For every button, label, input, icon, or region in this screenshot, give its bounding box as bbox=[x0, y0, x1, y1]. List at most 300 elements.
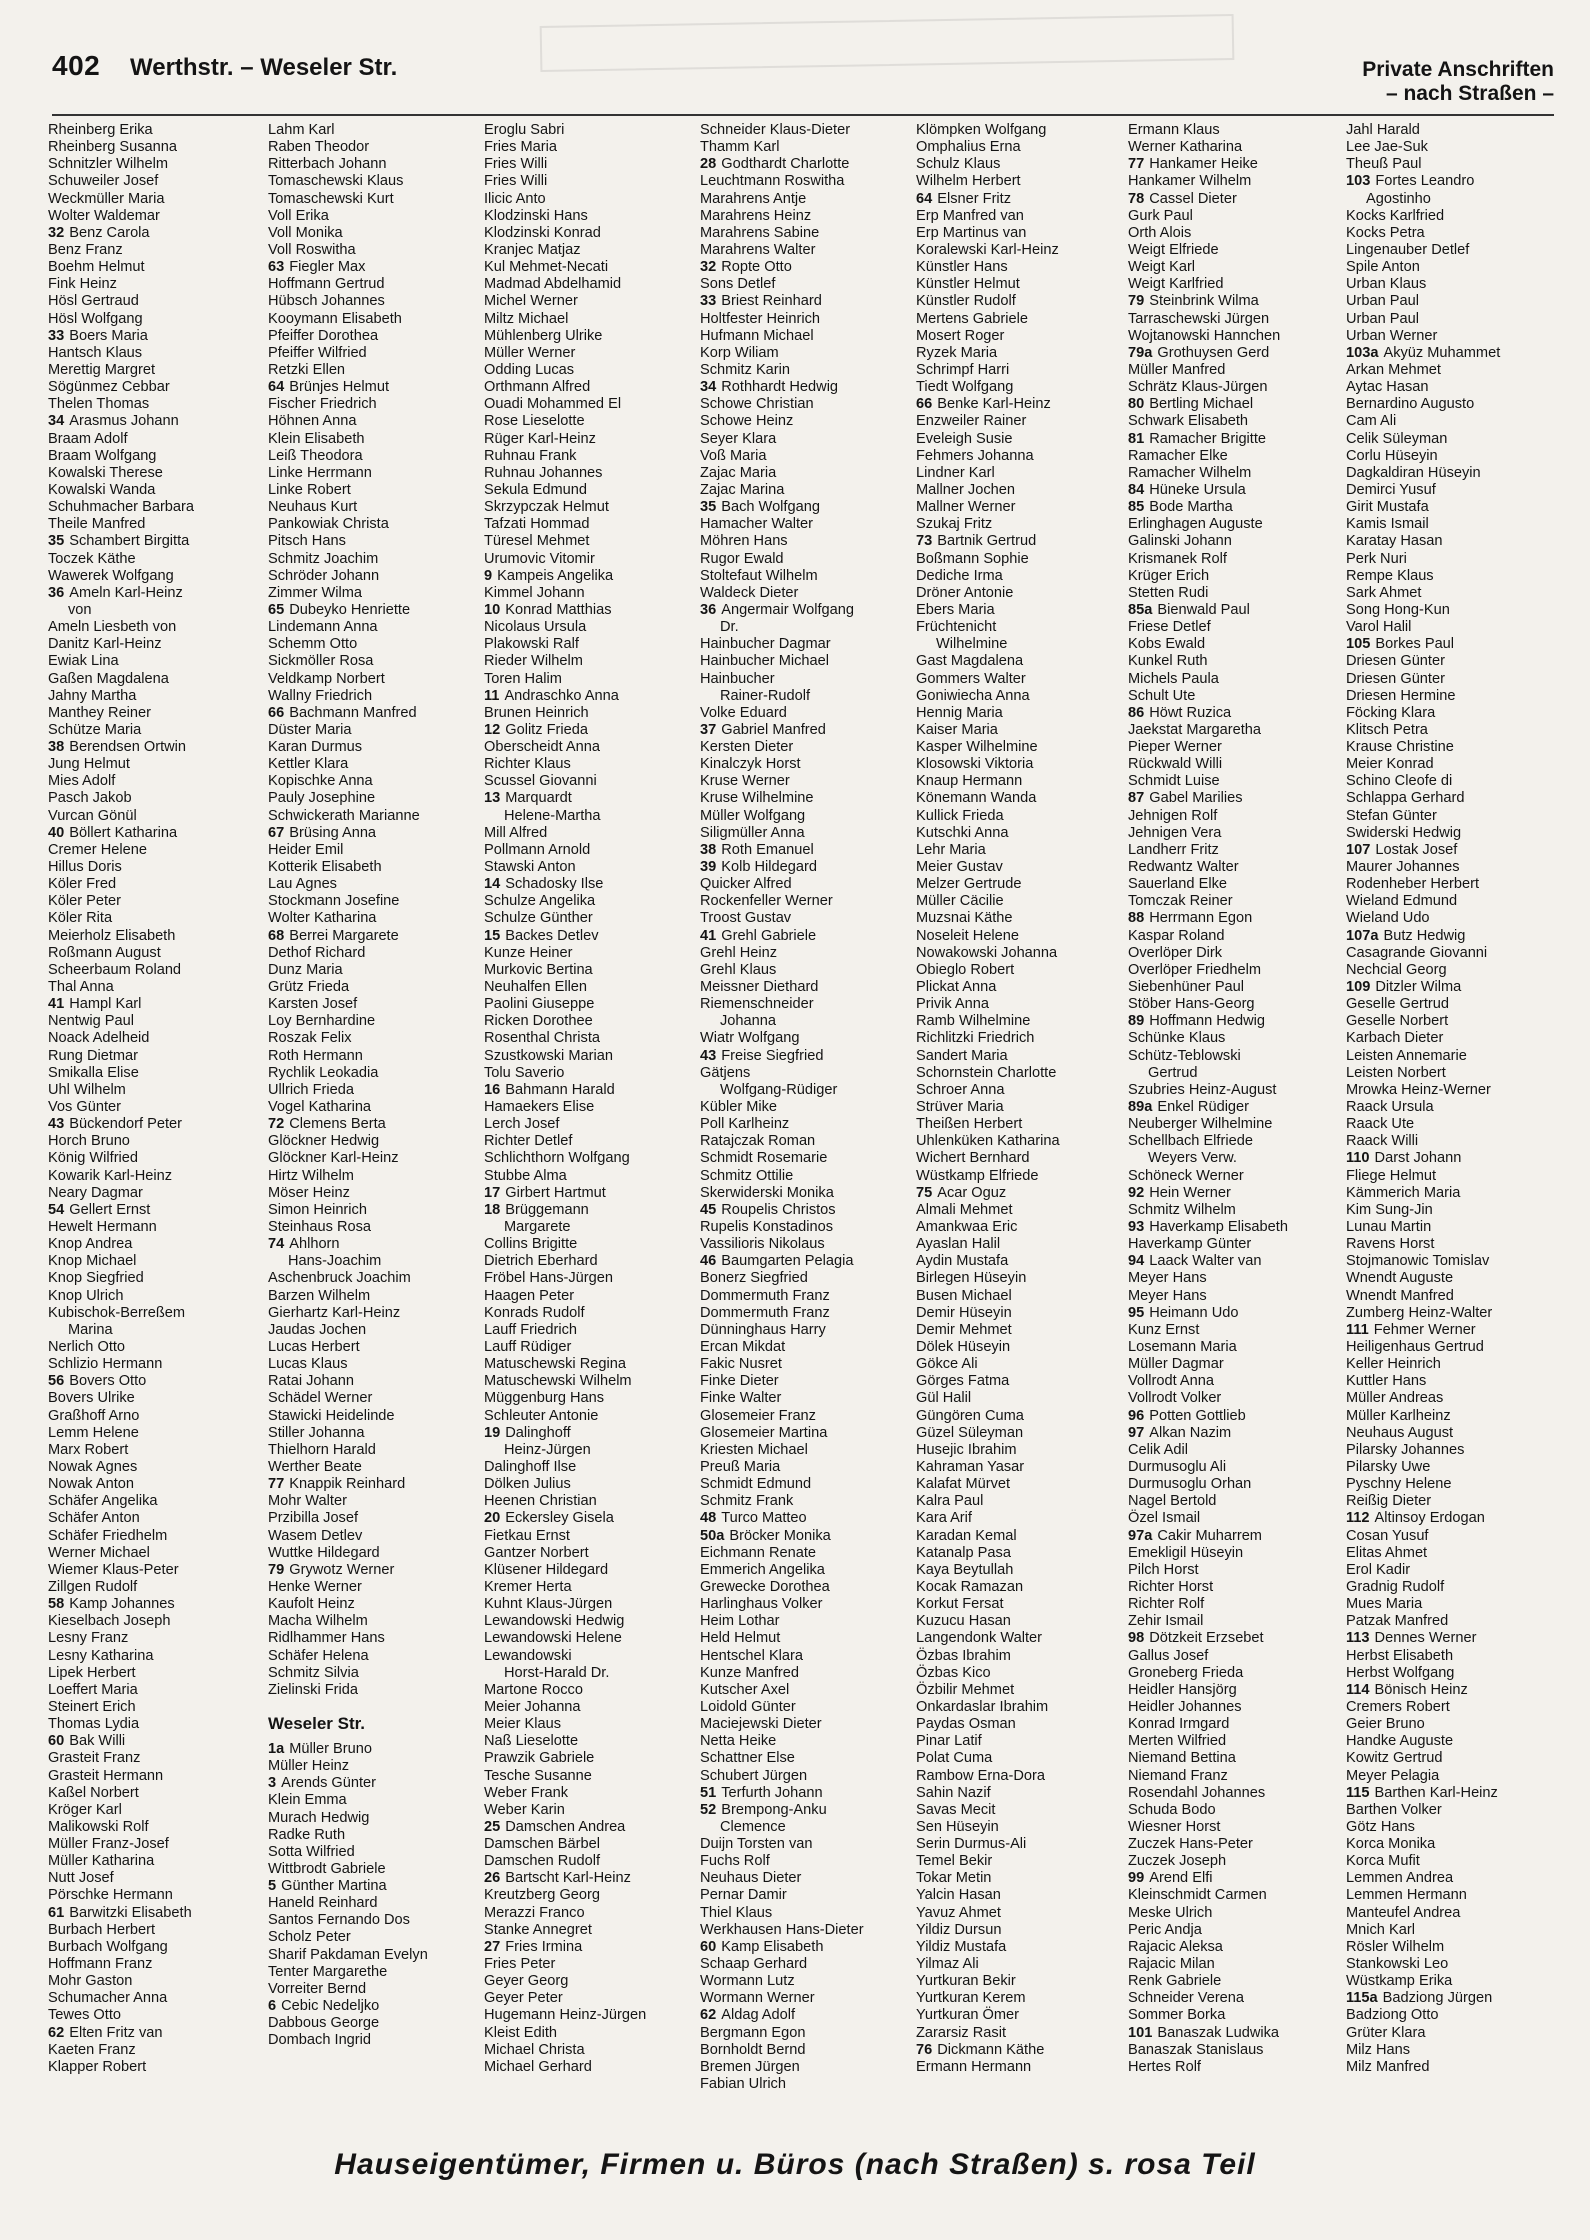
list-item bbox=[700, 739, 914, 756]
resident-name: Mosert Roger bbox=[916, 327, 1005, 344]
resident-name: Plickat Anna bbox=[916, 979, 997, 996]
house-number: 32 bbox=[700, 259, 717, 276]
resident-name: Badziong Otto bbox=[1346, 2007, 1439, 2024]
list-item bbox=[700, 1905, 914, 1922]
resident-name: Pernar Damir bbox=[700, 1887, 787, 1904]
resident-name: Nentwig Paul bbox=[48, 1013, 134, 1030]
resident-name: Mrowka Heinz-Werner bbox=[1346, 1081, 1491, 1098]
list-item bbox=[700, 1596, 914, 1613]
list-item bbox=[1128, 756, 1342, 773]
resident-name: Tewes Otto bbox=[48, 2007, 121, 2024]
list-item bbox=[268, 1682, 482, 1699]
resident-name: Lehr Maria bbox=[916, 841, 986, 858]
list-item bbox=[484, 516, 698, 533]
list-item bbox=[268, 465, 482, 482]
resident-name: Terfurth Johann bbox=[721, 1784, 823, 1801]
list-item bbox=[48, 1716, 262, 1733]
resident-name: Demir Hüseyin bbox=[916, 1304, 1012, 1321]
list-item bbox=[484, 328, 698, 345]
list-item bbox=[48, 671, 262, 688]
list-item bbox=[700, 533, 914, 550]
resident-name: Steinbrink Wilma bbox=[1149, 293, 1259, 310]
list-item bbox=[700, 893, 914, 910]
list-item bbox=[916, 551, 1130, 568]
resident-name: Herbst Wolfgang bbox=[1346, 1664, 1455, 1681]
list-item bbox=[48, 979, 262, 996]
resident-name: Kasper Wilhelmine bbox=[916, 739, 1038, 756]
list-item bbox=[268, 1339, 482, 1356]
resident-name: Kobs Ewald bbox=[1128, 636, 1206, 653]
resident-name: Weigt Karl bbox=[1128, 259, 1196, 276]
list-item bbox=[700, 2076, 914, 2093]
list-item bbox=[916, 396, 1130, 413]
resident-name: Rockenfeller Werner bbox=[700, 893, 833, 910]
list-item bbox=[916, 362, 1130, 379]
street-range: Werthstr. – Weseler Str. bbox=[130, 54, 398, 81]
resident-name: Vollrodt Volker bbox=[1128, 1390, 1222, 1407]
resident-name: Quicker Alfred bbox=[700, 876, 792, 893]
list-item bbox=[700, 1459, 914, 1476]
list-item bbox=[48, 945, 262, 962]
house-number: 110 bbox=[1346, 1150, 1370, 1167]
list-item bbox=[48, 1528, 262, 1545]
resident-name: Turco Matteo bbox=[721, 1510, 807, 1527]
resident-name: von bbox=[68, 601, 92, 618]
resident-name: Kowalski Wanda bbox=[48, 481, 156, 498]
list-item bbox=[700, 1956, 914, 1973]
list-item bbox=[48, 533, 262, 550]
resident-name: Tesche Susanne bbox=[484, 1767, 592, 1784]
resident-name: Maurer Johannes bbox=[1346, 859, 1460, 876]
list-item bbox=[1128, 1853, 1342, 1870]
resident-name: Scussel Giovanni bbox=[484, 773, 597, 790]
list-item bbox=[916, 671, 1130, 688]
list-item bbox=[916, 499, 1130, 516]
resident-name: Damschen Rudolf bbox=[484, 1853, 600, 1870]
resident-name: Voll Monika bbox=[268, 224, 343, 241]
house-number: 40 bbox=[48, 824, 65, 841]
list-item bbox=[268, 962, 482, 979]
resident-name: Bückendorf Peter bbox=[69, 1116, 182, 1133]
list-item bbox=[268, 1219, 482, 1236]
resident-name: Paydas Osman bbox=[916, 1716, 1016, 1733]
entry-continuation bbox=[48, 602, 262, 619]
resident-name: Rambow Erna-Dora bbox=[916, 1767, 1045, 1784]
resident-name: Smikalla Elise bbox=[48, 1064, 139, 1081]
list-item bbox=[1128, 1236, 1342, 1253]
resident-name: Zararsiz Rasit bbox=[916, 2024, 1007, 2041]
resident-name: Stöber Hans-Georg bbox=[1128, 996, 1255, 1013]
list-item bbox=[916, 345, 1130, 362]
resident-name: Loeffert Maria bbox=[48, 1681, 138, 1698]
resident-name: Weber Frank bbox=[484, 1784, 569, 1801]
list-item bbox=[700, 1202, 914, 1219]
list-item bbox=[48, 2007, 262, 2024]
resident-name: Schneider Verena bbox=[1128, 1990, 1245, 2007]
list-item bbox=[916, 979, 1130, 996]
list-item bbox=[48, 1630, 262, 1647]
list-item bbox=[700, 208, 914, 225]
resident-name: Klüsener Hildegard bbox=[484, 1561, 609, 1578]
resident-name: Kreutzberg Georg bbox=[484, 1887, 601, 1904]
list-item bbox=[48, 1956, 262, 1973]
resident-name: Murkovic Bertina bbox=[484, 961, 593, 978]
list-item bbox=[1128, 208, 1342, 225]
resident-name: Roth Emanuel bbox=[721, 841, 814, 858]
list-item bbox=[700, 1305, 914, 1322]
resident-name: Schmitz Frank bbox=[700, 1493, 794, 1510]
list-item bbox=[1128, 705, 1342, 722]
list-item bbox=[268, 1288, 482, 1305]
resident-name: Ahlhorn bbox=[289, 1236, 340, 1253]
list-item bbox=[484, 619, 698, 636]
list-item bbox=[1346, 1750, 1560, 1767]
resident-name: Cebic Nedeljko bbox=[281, 1998, 380, 2015]
list-item bbox=[1128, 585, 1342, 602]
list-item bbox=[484, 173, 698, 190]
list-item bbox=[916, 1476, 1130, 1493]
list-item bbox=[484, 1648, 698, 1665]
list-item bbox=[268, 345, 482, 362]
list-item bbox=[1346, 122, 1560, 139]
list-item bbox=[916, 379, 1130, 396]
list-item bbox=[268, 1236, 482, 1253]
resident-name: Steinert Erich bbox=[48, 1698, 136, 1715]
list-item bbox=[48, 1219, 262, 1236]
list-item bbox=[700, 1545, 914, 1562]
resident-name: Arend Elfi bbox=[1149, 1870, 1213, 1887]
resident-name: Schmidt Edmund bbox=[700, 1476, 812, 1493]
list-item bbox=[1346, 1699, 1560, 1716]
list-item bbox=[48, 448, 262, 465]
resident-name: Herrmann Egon bbox=[1149, 910, 1253, 927]
list-item bbox=[484, 653, 698, 670]
list-item bbox=[268, 413, 482, 430]
resident-name: Dediche Irma bbox=[916, 567, 1003, 584]
list-item bbox=[1128, 2059, 1342, 2076]
entry-continuation bbox=[1128, 1065, 1342, 1082]
list-item bbox=[484, 448, 698, 465]
list-item bbox=[268, 1030, 482, 1047]
list-item bbox=[700, 1048, 914, 1065]
house-number: 107a bbox=[1346, 927, 1379, 944]
resident-name: Laack Walter van bbox=[1149, 1253, 1262, 1270]
resident-name: Tomczak Reiner bbox=[1128, 893, 1233, 910]
resident-name: Gallus Josef bbox=[1128, 1647, 1209, 1664]
resident-name: Friese Detlef bbox=[1128, 619, 1211, 636]
list-item bbox=[1128, 1082, 1342, 1099]
list-item bbox=[700, 173, 914, 190]
list-item bbox=[48, 1665, 262, 1682]
list-item bbox=[916, 1202, 1130, 1219]
resident-name: Elitas Ahmet bbox=[1346, 1544, 1428, 1561]
list-item bbox=[916, 893, 1130, 910]
resident-name: Veldkamp Norbert bbox=[268, 670, 385, 687]
resident-name: Pyschny Helene bbox=[1346, 1476, 1452, 1493]
entry-continuation bbox=[700, 1819, 914, 1836]
resident-name: Müller Cäcilie bbox=[916, 893, 1004, 910]
list-item bbox=[916, 191, 1130, 208]
resident-name: Benz Carola bbox=[69, 224, 150, 241]
resident-name: Heider Emil bbox=[268, 841, 344, 858]
list-item bbox=[1128, 1785, 1342, 1802]
resident-name: Konrads Rudolf bbox=[484, 1304, 585, 1321]
list-item bbox=[268, 379, 482, 396]
list-item bbox=[1346, 1030, 1560, 1047]
list-item bbox=[484, 1030, 698, 1047]
resident-name: Wallny Friedrich bbox=[268, 687, 373, 704]
house-number: 15 bbox=[484, 927, 501, 944]
list-item bbox=[48, 653, 262, 670]
list-item bbox=[1346, 1288, 1560, 1305]
list-item bbox=[268, 979, 482, 996]
resident-name: Hein Werner bbox=[1149, 1184, 1231, 1201]
resident-name: Troost Gustav bbox=[700, 910, 792, 927]
house-number: 66 bbox=[916, 396, 933, 413]
list-item bbox=[48, 568, 262, 585]
list-item bbox=[484, 585, 698, 602]
list-item bbox=[484, 533, 698, 550]
house-number: 33 bbox=[700, 293, 717, 310]
list-item bbox=[48, 739, 262, 756]
resident-name: Macha Wilhelm bbox=[268, 1613, 368, 1630]
list-item bbox=[268, 1133, 482, 1150]
list-item bbox=[1346, 276, 1560, 293]
list-item bbox=[268, 1202, 482, 1219]
resident-name: Haverkamp Elisabeth bbox=[1149, 1219, 1288, 1235]
column-3 bbox=[484, 122, 698, 2076]
list-item bbox=[916, 208, 1130, 225]
list-item bbox=[1346, 465, 1560, 482]
resident-name: Husejic Ibrahim bbox=[916, 1441, 1017, 1458]
list-item bbox=[268, 1981, 482, 1998]
list-item bbox=[48, 1596, 262, 1613]
list-item bbox=[268, 276, 482, 293]
list-item bbox=[700, 499, 914, 516]
resident-name: Jahl Harald bbox=[1346, 122, 1420, 138]
resident-name: Ramacher Elke bbox=[1128, 447, 1228, 464]
resident-name: Schleuter Antonie bbox=[484, 1407, 599, 1424]
resident-name: Hillus Doris bbox=[48, 859, 122, 876]
list-item bbox=[700, 910, 914, 927]
list-item bbox=[268, 1562, 482, 1579]
resident-name: Stiller Johanna bbox=[268, 1424, 365, 1441]
list-item bbox=[484, 1322, 698, 1339]
list-item bbox=[48, 1408, 262, 1425]
list-item bbox=[700, 1630, 914, 1647]
resident-name: Ewiak Lina bbox=[48, 653, 119, 670]
resident-name: Merazzi Franco bbox=[484, 1904, 585, 1921]
resident-name: Zielinski Frida bbox=[268, 1681, 359, 1698]
list-item bbox=[268, 671, 482, 688]
resident-name: Rösler Wilhelm bbox=[1346, 1938, 1445, 1955]
resident-name: Badziong Jürgen bbox=[1382, 1990, 1493, 2007]
list-item bbox=[1128, 1596, 1342, 1613]
list-item bbox=[268, 1048, 482, 1065]
list-item bbox=[484, 1133, 698, 1150]
list-item bbox=[484, 1099, 698, 1116]
house-number: 81 bbox=[1128, 430, 1145, 447]
list-item bbox=[916, 431, 1130, 448]
list-item bbox=[916, 1887, 1130, 1904]
resident-name: Fliege Helmut bbox=[1346, 1167, 1437, 1184]
list-item bbox=[700, 259, 914, 276]
resident-name: Schmitz Wilhelm bbox=[1128, 1201, 1236, 1218]
list-item bbox=[1128, 1048, 1342, 1065]
resident-name: Pauly Josephine bbox=[268, 790, 376, 807]
house-number: 38 bbox=[700, 841, 717, 858]
resident-name: Langendonk Walter bbox=[916, 1630, 1043, 1647]
list-item bbox=[916, 311, 1130, 328]
list-item bbox=[1128, 1476, 1342, 1493]
list-item bbox=[48, 996, 262, 1013]
house-number: 85 bbox=[1128, 499, 1145, 516]
list-item bbox=[700, 842, 914, 859]
list-item bbox=[484, 773, 698, 790]
list-item bbox=[484, 722, 698, 739]
resident-name: Kuhnt Klaus-Jürgen bbox=[484, 1596, 613, 1613]
list-item bbox=[48, 688, 262, 705]
list-item bbox=[48, 1013, 262, 1030]
list-item bbox=[1128, 1562, 1342, 1579]
resident-name: Driesen Günter bbox=[1346, 670, 1445, 687]
list-item bbox=[916, 842, 1130, 859]
resident-name: Vollrodt Anna bbox=[1128, 1373, 1215, 1390]
resident-name: Fiegler Max bbox=[289, 259, 366, 276]
list-item bbox=[1346, 1048, 1560, 1065]
list-item bbox=[484, 910, 698, 927]
list-item bbox=[1346, 139, 1560, 156]
house-number: 64 bbox=[268, 379, 285, 396]
resident-name: Dr. bbox=[720, 619, 739, 636]
list-item bbox=[48, 636, 262, 653]
list-item bbox=[1346, 242, 1560, 259]
resident-name: Korca Mufit bbox=[1346, 1853, 1420, 1870]
resident-name: Szustkowski Marian bbox=[484, 1047, 613, 1064]
resident-name: Karadan Kemal bbox=[916, 1527, 1017, 1544]
list-item bbox=[1346, 876, 1560, 893]
resident-name: Birlegen Hüseyin bbox=[916, 1270, 1027, 1287]
list-item bbox=[268, 859, 482, 876]
list-item bbox=[484, 156, 698, 173]
house-number: 12 bbox=[484, 721, 501, 738]
resident-name: Fehmer Werner bbox=[1373, 1321, 1476, 1338]
list-item bbox=[1128, 1253, 1342, 1270]
list-item bbox=[1128, 379, 1342, 396]
column-7 bbox=[1346, 122, 1560, 2076]
resident-name: Gast Magdalena bbox=[916, 653, 1024, 670]
section-title-line-2: – nach Straßen – bbox=[1385, 82, 1554, 105]
list-item bbox=[484, 1733, 698, 1750]
list-item bbox=[700, 1750, 914, 1767]
resident-name: Roßmann August bbox=[48, 944, 161, 961]
resident-name: Neary Dagmar bbox=[48, 1184, 143, 1201]
list-item bbox=[268, 1861, 482, 1878]
resident-name: Arends Günter bbox=[281, 1775, 377, 1792]
resident-name: Durmusoglu Ali bbox=[1128, 1458, 1227, 1475]
list-item bbox=[268, 1912, 482, 1929]
house-number: 111 bbox=[1346, 1321, 1369, 1338]
list-item bbox=[1128, 1099, 1342, 1116]
list-item bbox=[268, 739, 482, 756]
house-number: 64 bbox=[916, 190, 933, 207]
resident-name: Voß Maria bbox=[700, 447, 767, 464]
resident-name: Erp Martinus van bbox=[916, 224, 1027, 241]
list-item bbox=[48, 431, 262, 448]
list-item bbox=[1346, 1493, 1560, 1510]
list-item bbox=[700, 756, 914, 773]
resident-name: Meierholz Elisabeth bbox=[48, 927, 176, 944]
list-item bbox=[268, 705, 482, 722]
resident-name: Savas Mecit bbox=[916, 1801, 996, 1818]
resident-name: Lostak Josef bbox=[1375, 841, 1458, 858]
resident-name: Ryzek Maria bbox=[916, 344, 998, 361]
entry-continuation bbox=[700, 619, 914, 636]
list-item bbox=[1346, 568, 1560, 585]
resident-name: Kutschki Anna bbox=[916, 824, 1009, 841]
resident-name: Heidler Hansjörg bbox=[1128, 1681, 1237, 1698]
house-number: 103 bbox=[1346, 173, 1371, 190]
resident-name: Kalra Paul bbox=[916, 1493, 984, 1510]
list-item bbox=[484, 979, 698, 996]
house-number: 26 bbox=[484, 1870, 501, 1887]
list-item bbox=[268, 2015, 482, 2032]
resident-name: Kamp Johannes bbox=[69, 1596, 175, 1613]
resident-name: Bak Willi bbox=[69, 1733, 126, 1750]
resident-name: Dethof Richard bbox=[268, 944, 366, 961]
resident-name: Kunkel Ruth bbox=[1128, 653, 1208, 670]
resident-name: Fries Willi bbox=[484, 173, 548, 190]
resident-name: Onkardaslar Ibrahim bbox=[916, 1698, 1049, 1715]
house-number: 62 bbox=[700, 2007, 717, 2024]
resident-name: Tiedt Wolfgang bbox=[916, 379, 1014, 396]
resident-name: Wolfgang-Rüdiger bbox=[720, 1081, 838, 1098]
list-item bbox=[1128, 242, 1342, 259]
resident-name: Brünjes Helmut bbox=[289, 379, 389, 396]
resident-name: Merten Wilfried bbox=[1128, 1733, 1227, 1750]
list-item bbox=[1346, 1442, 1560, 1459]
resident-name: Zajac Marina bbox=[700, 481, 785, 498]
list-item bbox=[1128, 1613, 1342, 1630]
resident-name: Pilch Horst bbox=[1128, 1561, 1199, 1578]
list-item bbox=[916, 413, 1130, 430]
resident-name: Müller Heinz bbox=[268, 1758, 350, 1775]
house-number: 87 bbox=[1128, 790, 1145, 807]
resident-name: Schambert Birgitta bbox=[69, 533, 190, 550]
list-item bbox=[48, 1733, 262, 1750]
house-number: 6 bbox=[268, 1998, 277, 2015]
list-item bbox=[268, 1810, 482, 1827]
resident-name: Boßmann Sophie bbox=[916, 550, 1029, 567]
resident-name: Enzweiler Rainer bbox=[916, 413, 1027, 430]
resident-name: Sekula Edmund bbox=[484, 481, 588, 498]
list-item bbox=[700, 1716, 914, 1733]
list-item bbox=[1128, 808, 1342, 825]
resident-name: Schlizio Hermann bbox=[48, 1356, 163, 1373]
list-item bbox=[48, 1836, 262, 1853]
resident-name: Gradnig Rudolf bbox=[1346, 1578, 1445, 1595]
resident-name: Werner Katharina bbox=[1128, 139, 1243, 156]
resident-name: Tolu Saverio bbox=[484, 1064, 565, 1081]
list-item bbox=[268, 173, 482, 190]
list-item bbox=[48, 396, 262, 413]
resident-name: Ratajczak Roman bbox=[700, 1133, 816, 1150]
list-item bbox=[48, 1510, 262, 1527]
resident-name: Lauff Rüdiger bbox=[484, 1338, 572, 1355]
list-item bbox=[700, 671, 914, 688]
resident-name: Odding Lucas bbox=[484, 361, 575, 378]
list-item bbox=[916, 1510, 1130, 1527]
